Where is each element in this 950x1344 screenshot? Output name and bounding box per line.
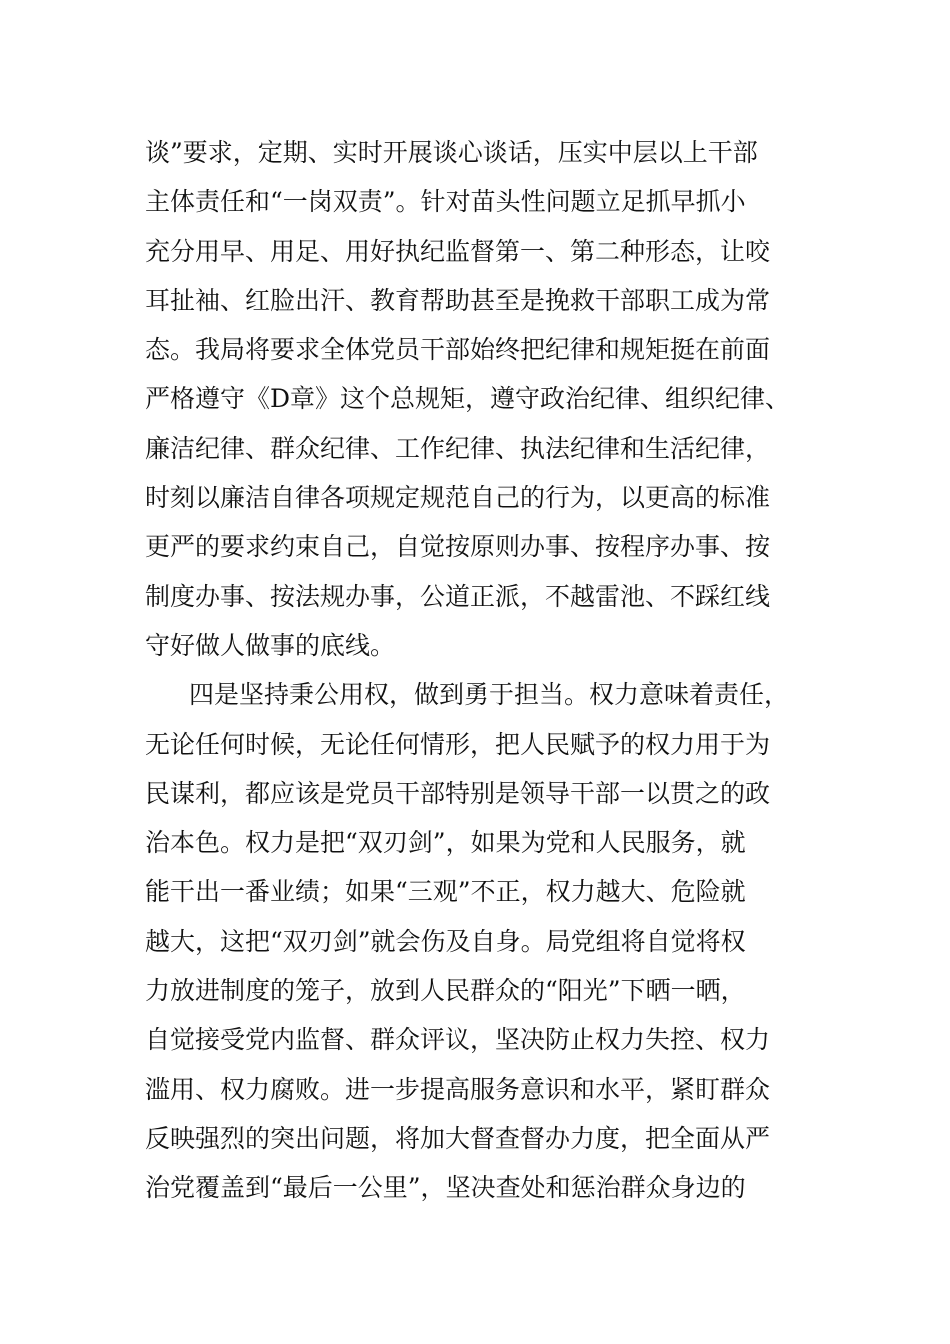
paragraph-1-line-9: 更严的要求约束自己，自觉按原则办事、按程序办事、按 <box>145 532 771 562</box>
paragraph-1-line-4: 耳扯袖、红脸出汗、教育帮助甚至是挽救干部职工成为常 <box>145 285 771 315</box>
paragraph-1-line-5: 态。我局将要求全体党员干部始终把纪律和规矩挺在前面 <box>145 335 771 365</box>
paragraph-2-line-4: 治本色。权力是把“双刃剑”，如果为党和人民服务，就 <box>145 828 746 858</box>
paragraph-2-line-2: 无论任何时候，无论任何情形，把人民赋予的权力用于为 <box>145 729 771 759</box>
paragraph-2-line-7: 力放进制度的笼子，放到人民群众的“阳光”下晒一晒， <box>145 976 746 1006</box>
paragraph-1-line-6: 严格遵守《D章》这个总规矩，遵守政治纪律、组织纪律、 <box>145 384 791 414</box>
paragraph-1-line-10: 制度办事、按法规办事，公道正派，不越雷池、不踩红线 <box>145 581 771 611</box>
paragraph-2-line-3: 民谋利，都应该是党员干部特别是领导干部一以贯之的政 <box>145 778 771 808</box>
paragraph-2 <box>145 670 835 1212</box>
paragraph-2-line-5: 能干出一番业绩；如果“三观”不正，权力越大、危险就 <box>145 877 746 907</box>
paragraph-2-line-9: 滥用、权力腐败。进一步提高服务意识和水平，紧盯群众 <box>145 1074 771 1104</box>
paragraph-2-line-11: 治党覆盖到“最后一公里”，坚决查处和惩治群众身边的 <box>145 1173 746 1203</box>
paragraph-2-line-8: 自觉接受党内监督、群众评议，坚决防止权力失控、权力 <box>145 1025 771 1055</box>
paragraph-1-line-8: 时刻以廉洁自律各项规定规范自己的行为，以更高的标准 <box>145 483 771 513</box>
paragraph-2-line-1: 四是坚持秉公用权，做到勇于担当。权力意味着责任， <box>189 680 790 710</box>
paragraph-1-line-2: 主体责任和“一岗双责”。针对苗头性问题立足抓早抓小 <box>145 187 746 217</box>
paragraph-1-line-3: 充分用早、用足、用好执纪监督第一、第二种形态，让咬 <box>145 236 771 266</box>
paragraph-2-line-10: 反映强烈的突出问题，将加大督查督办力度，把全面从严 <box>145 1123 771 1153</box>
paragraph-1-line-11: 守好做人做事的底线。 <box>145 630 396 660</box>
paragraph-1-line-7: 廉洁纪律、群众纪律、工作纪律、执法纪律和生活纪律， <box>145 433 771 463</box>
body-text <box>145 128 835 1213</box>
paragraph-1-line-1: 谈”要求，定期、实时开展谈心谈话，压实中层以上干部 <box>145 138 758 167</box>
paragraph-1 <box>145 128 835 670</box>
paragraph-2-line-6: 越大，这把“双刃剑”就会伤及自身。局党组将自觉将权 <box>145 926 746 956</box>
